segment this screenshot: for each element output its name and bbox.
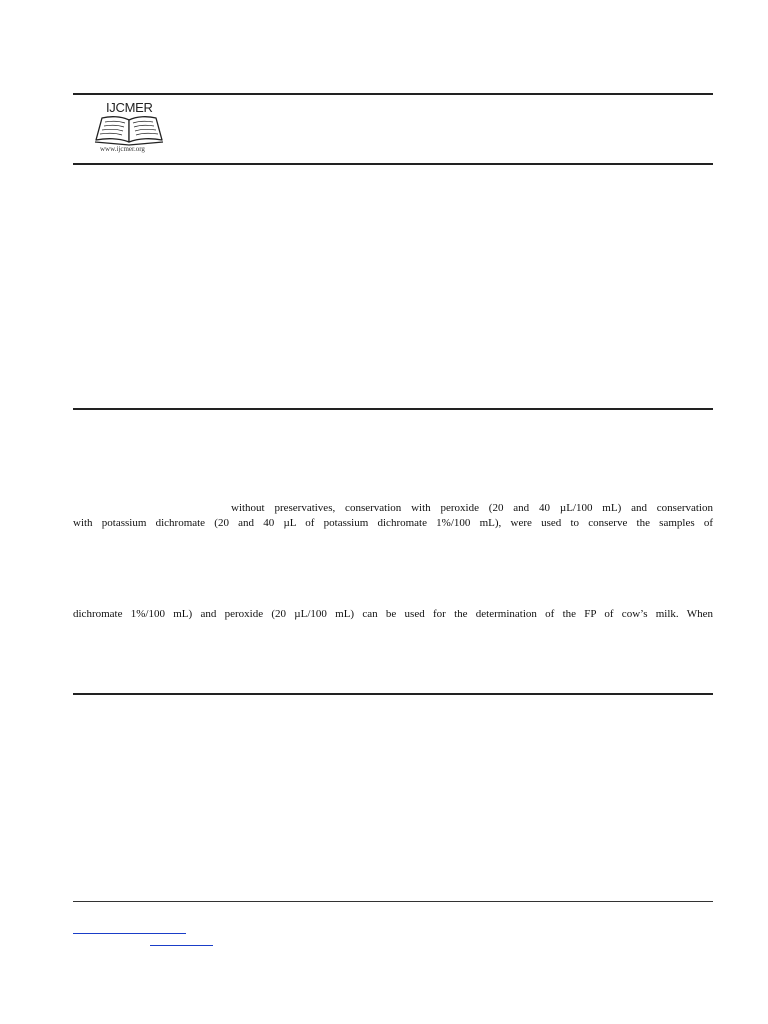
abstract-top-rule <box>73 408 713 410</box>
journal-logo <box>92 100 172 158</box>
abstract-line-2: with potassium dichromate (20 and 40 µL of potassium dichromate 1%/100 mL), were used to conserve the samples of <box>73 517 713 529</box>
footnote-doi-link[interactable] <box>150 945 213 946</box>
open-book-icon <box>94 114 164 146</box>
abstract-line-1: without preservatives, conservation with peroxide (20 and 40 µL/100 mL) and conservation <box>231 502 713 514</box>
logo-url: www.ijcmer.org <box>100 145 145 153</box>
header-top-rule <box>73 93 713 95</box>
footnote-email-link[interactable] <box>73 933 186 934</box>
logo-name: IJCMER <box>106 100 153 115</box>
footnote-rule <box>73 901 713 902</box>
abstract-bottom-rule <box>73 693 713 695</box>
abstract-line-3: dichromate 1%/100 mL) and peroxide (20 µL/100 mL) can be used for the determination of the FP of cow’s milk. When <box>73 608 713 620</box>
header-bottom-rule <box>73 163 713 165</box>
